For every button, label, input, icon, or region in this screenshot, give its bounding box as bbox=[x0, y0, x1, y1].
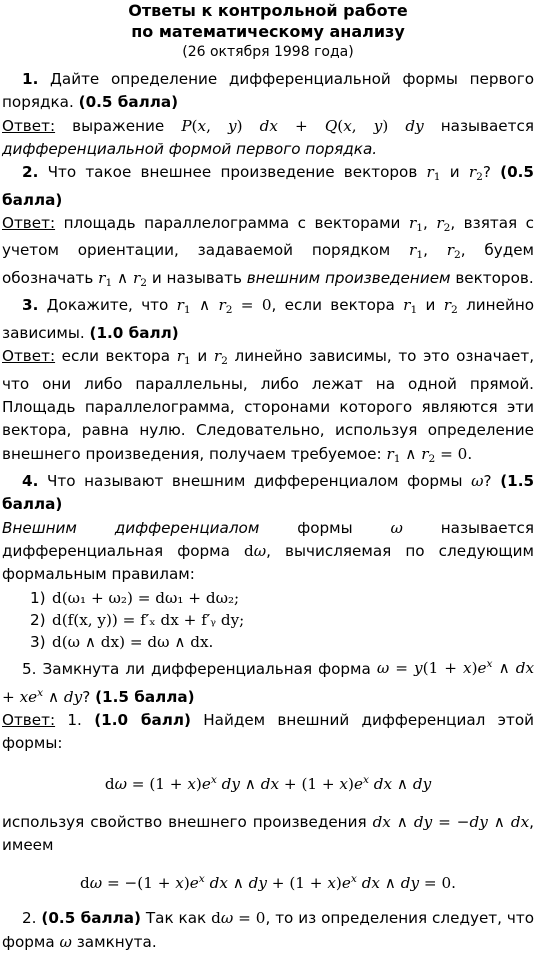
answer-3: Ответ: если вектора $r_1$ и $r_2$ линейно зависимы, то это означает, что они либо параллельны, либо лежат на одной прямой. Площадь параллелограмма, сторонами которого являются эти вектора, равна нулю. Следовательно, используя определение внешнего произведения, получаем требуемое: $r_1$ ∧ $r_2 = 0$. bbox=[2, 347, 535, 465]
answer-1-mid: называется bbox=[440, 116, 534, 135]
question-3-points: (1.0 балл) bbox=[89, 323, 179, 342]
question-3: 3. Докажите, что $r_1$ ∧ $r_2 = 0$, если вектора $r_1$ и $r_2$ линейно зависимы. (1.0 балл) bbox=[2, 296, 535, 342]
answer-4: Внешним дифференциалом формы ω называется дифференциальная форма dω, вычисляемая по следующим формальным правилам: bbox=[2, 518, 534, 584]
answer-5-step2-pre: Так как bbox=[145, 909, 207, 928]
question-3-pre: Докажите, что bbox=[46, 296, 169, 315]
question-2-number: 2. bbox=[22, 163, 39, 182]
rule-3 bbox=[30, 631, 534, 653]
answer-1-term: дифференциальной формой первого порядка. bbox=[2, 139, 378, 158]
answer-2-post: векторов. bbox=[455, 268, 534, 287]
answer-3-pre: если вектора bbox=[61, 347, 171, 366]
answer-5-step-2: 2. (0.5 балла) Так как dω = 0, то из определения следует, что форма ω замкнута. bbox=[2, 909, 534, 951]
answer-4-pre: формы bbox=[297, 518, 353, 537]
answer-1 bbox=[2, 115, 534, 162]
rules-list bbox=[2, 587, 534, 653]
question-5-pre: Замкнута ли дифференциальная форма bbox=[42, 659, 371, 678]
question-2-text: Что такое внешнее произведение векторов bbox=[47, 163, 418, 182]
rule-1-formula: d(ω₁ + ω₂) = dω₁ + dω₂; bbox=[52, 588, 240, 607]
rule-3-formula: d(ω ∧ dx) = dω ∧ dx. bbox=[52, 632, 214, 651]
question-2: 2. Что такое внешнее произведение векторов $r_1$ и $r_2$? (0.5 балла) bbox=[2, 163, 534, 209]
answer-1-formula: P(x, y) dx + Q(x, y) dy bbox=[181, 116, 424, 135]
answer-5-property-end: , имеем bbox=[2, 812, 534, 854]
answer-2-mid2: , будем обозначать bbox=[2, 241, 535, 287]
answer-2-mid1: , взятая с учетом ориентации, задаваемой порядком bbox=[2, 213, 534, 260]
answer-5-property-text: используя свойство внешнего произведения bbox=[2, 812, 367, 831]
rule-3-number: 3) bbox=[30, 632, 46, 651]
answer-2-term: внешним произведением bbox=[246, 268, 451, 287]
question-4-pre: Что называют внешним дифференциалом формы bbox=[46, 472, 463, 491]
answer-4-mid1: называется дифференциальная форма bbox=[2, 518, 534, 560]
question-5-end: ? bbox=[82, 687, 91, 706]
answer-1-pre: выражение bbox=[72, 116, 165, 135]
question-5-number: 5. bbox=[22, 659, 37, 678]
answer-5-step2-end: замкнута. bbox=[76, 932, 157, 951]
answer-5-property: используя свойство внешнего произведения dx ∧ dy = −dy ∧ dx, имеем bbox=[2, 812, 534, 854]
answer-5-step2-points: (0.5 балла) bbox=[41, 909, 141, 928]
rule-2-formula: d(f(x, y)) = f′ₓ dx + f′ᵧ dy; bbox=[52, 610, 245, 629]
question-3-mid: , если вектора bbox=[271, 296, 395, 315]
answer-4-term: Внешним дифференциалом bbox=[2, 518, 260, 537]
answer-2-mid3: и называть bbox=[151, 268, 242, 287]
question-4-number: 4. bbox=[22, 472, 39, 491]
answer-3-and: и bbox=[197, 347, 208, 366]
question-2-and: и bbox=[449, 163, 460, 182]
question-3-and: и bbox=[425, 296, 436, 315]
rule-2 bbox=[30, 609, 534, 631]
answer-5-step-1 bbox=[2, 709, 534, 756]
answer-2: Ответ: площадь параллелограмма с векторами $r_1$, $r_2$, взятая с учетом ориентации, задаваемой порядком $r_1$, $r_2$, будем обозначать $r_1$ ∧ $r_2$ и называть внешним произведением векторов. bbox=[2, 213, 535, 290]
question-5: 5. Замкнута ли дифференциальная форма $\omega = y(1 + x)e^x$ ∧ dx + $xe^x$ ∧ dy? (1.5 балла) bbox=[2, 657, 535, 706]
question-1-text: Дайте определение дифференциальной формы первого порядка. bbox=[2, 70, 534, 112]
answer-5-step1-number: 1. bbox=[67, 710, 82, 729]
equation-2: $d\omega = -(1 + x)e^x$ dx ∧ dy + $(1 + x)e^x$ dx ∧ dy = 0. bbox=[80, 872, 456, 892]
answer-5-step2-post: , то из определения следует, что форма bbox=[2, 909, 534, 951]
answer-5-step1-text: Найдем внешний дифференциал этой формы: bbox=[2, 710, 535, 753]
answer-3-label: Ответ: bbox=[2, 347, 56, 366]
question-1-number: 1. bbox=[22, 70, 39, 88]
answer-3-text: линейно зависимы, то это означает, что они либо параллельны, либо лежат на одной прямой. Площадь параллелограмма, сторонами которого являются эти вектора, равна нулю. Следовательно, используя определение внешнего произведения, получаем требуемое: bbox=[2, 347, 535, 463]
answer-2-pre: площадь параллелограмма с векторами bbox=[63, 213, 401, 232]
question-3-number: 3. bbox=[22, 296, 39, 315]
rule-1-number: 1) bbox=[30, 588, 46, 607]
rule-1 bbox=[30, 587, 534, 609]
question-1 bbox=[2, 68, 534, 115]
question-4-points: (1.5 балла) bbox=[2, 472, 535, 514]
answer-2-label: Ответ: bbox=[2, 213, 56, 232]
answer-4-mid2: , вычисляемая по следующим формальным правилам: bbox=[2, 541, 534, 584]
answer-5-step2-number: 2. bbox=[22, 909, 37, 928]
question-5-points: (1.5 балла) bbox=[95, 687, 195, 706]
question-2-points: (0.5 балла) bbox=[2, 163, 534, 209]
question-2-end: ? bbox=[482, 163, 491, 182]
question-3-post: линейно зависимы. bbox=[2, 296, 535, 342]
answer-1-label: Ответ: bbox=[2, 116, 56, 135]
equation-1: $d\omega = (1 + x)e^x$ dy ∧ dx + $(1 + x)e^x$ dx ∧ dy bbox=[104, 773, 432, 794]
question-4-end: ? bbox=[483, 472, 492, 491]
rule-2-number: 2) bbox=[30, 610, 46, 629]
date-line: (26 октября 1998 года) bbox=[182, 44, 354, 60]
question-4: 4. Что называют внешним дифференциалом формы ω? (1.5 балла) bbox=[2, 472, 535, 514]
title-line-1: Ответы к контрольной работе bbox=[128, 1, 408, 20]
question-1-points: (0.5 балла) bbox=[78, 93, 179, 112]
title-line-2: по математическому анализу bbox=[131, 22, 405, 41]
answer-5-label: Ответ: bbox=[2, 710, 56, 729]
answer-5-step1-points: (1.0 балл) bbox=[94, 710, 191, 729]
